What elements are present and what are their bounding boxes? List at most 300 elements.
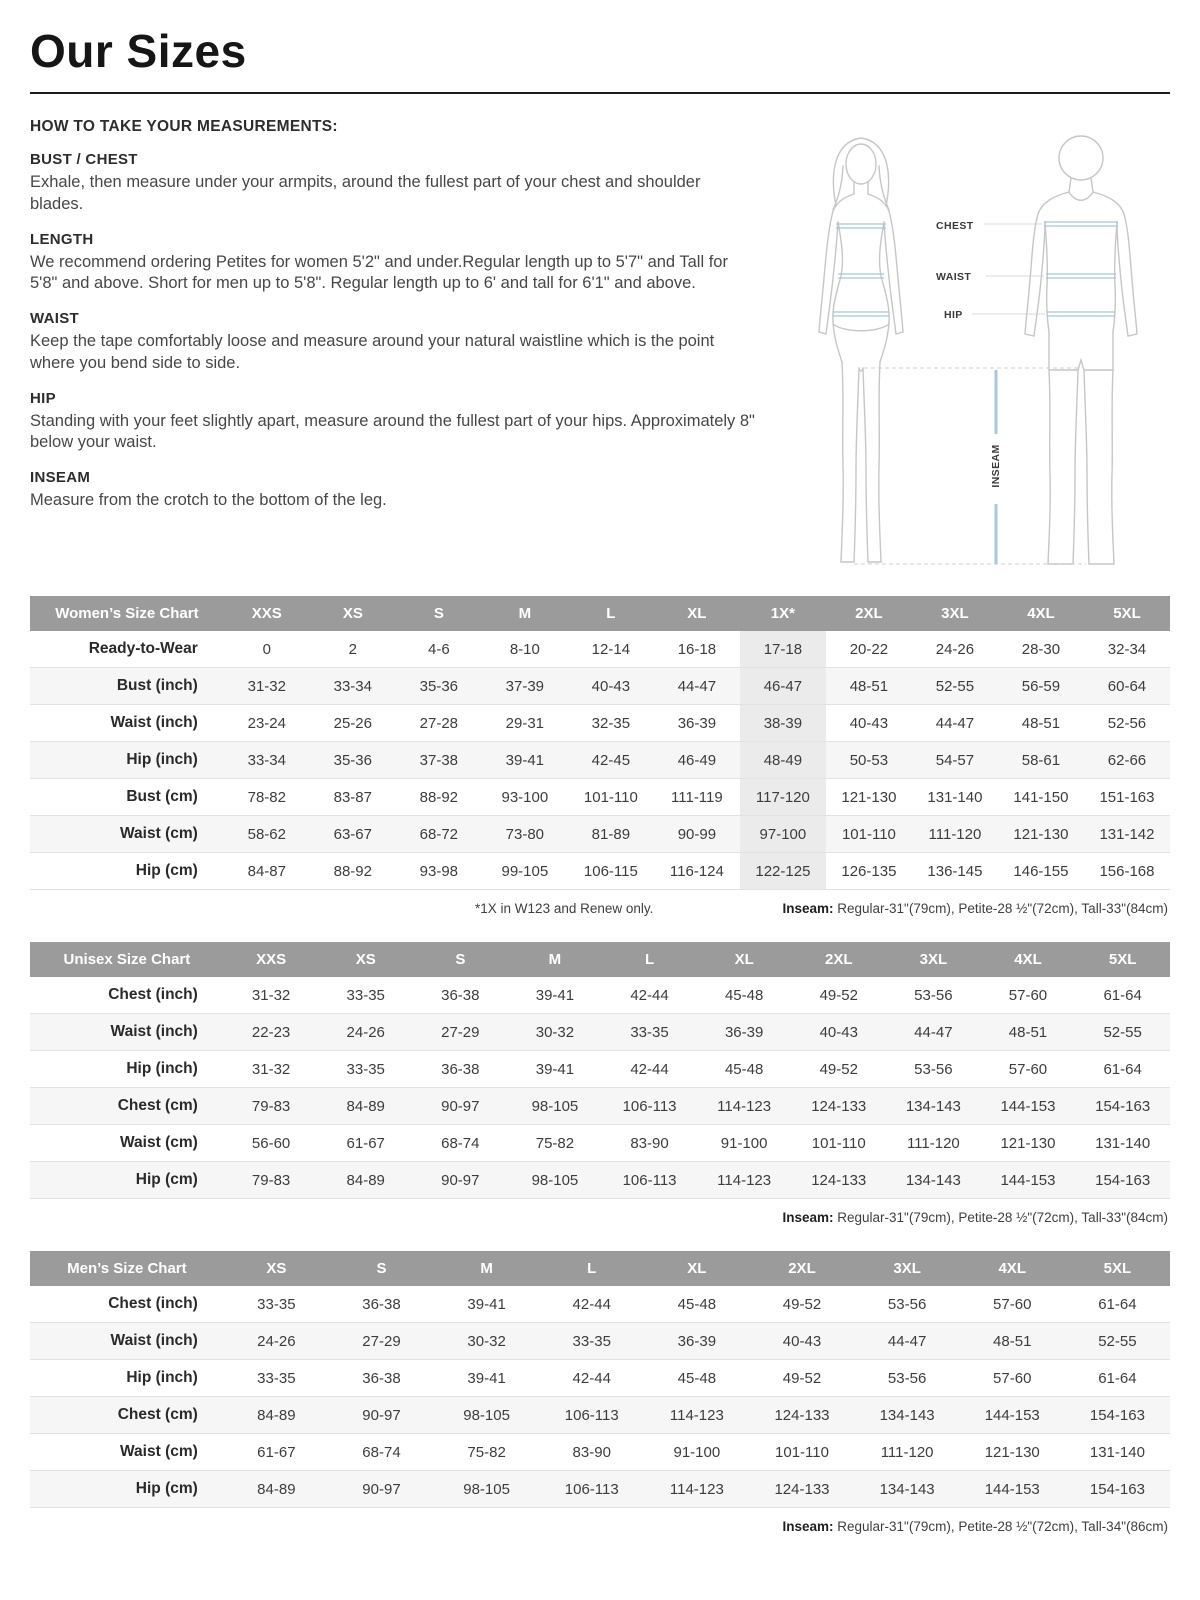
header-row — [30, 1251, 1170, 1286]
size-cell: 101-110 — [568, 779, 654, 816]
size-cell: 97-100 — [740, 816, 826, 853]
size-cell: 75-82 — [508, 1125, 603, 1162]
table-title: Unisex Size Chart — [30, 942, 224, 977]
size-column-header: XXS — [224, 596, 310, 631]
size-cell: 84-89 — [224, 1397, 329, 1434]
size-cell: 68-72 — [396, 816, 482, 853]
size-cell: 27-29 — [413, 1014, 508, 1051]
size-cell: 45-48 — [697, 1051, 792, 1088]
row-label: Hip (inch) — [30, 742, 224, 779]
size-cell: 57-60 — [960, 1360, 1065, 1397]
size-cell: 45-48 — [697, 977, 792, 1014]
size-row — [30, 1051, 1170, 1088]
size-column-header: XS — [318, 942, 413, 977]
size-cell: 33-35 — [318, 977, 413, 1014]
size-cell: 111-120 — [912, 816, 998, 853]
size-column-header: 3XL — [886, 942, 981, 977]
size-cell: 88-92 — [396, 779, 482, 816]
womens-inseam-note — [782, 901, 1168, 916]
size-column-header: XL — [697, 942, 792, 977]
size-cell: 99-105 — [482, 853, 568, 890]
size-cell: 131-142 — [1084, 816, 1170, 853]
size-cell: 131-140 — [1065, 1434, 1170, 1471]
table-title: Men’s Size Chart — [30, 1251, 224, 1286]
chest-label: CHEST — [936, 220, 974, 232]
instructions-column — [30, 118, 755, 527]
size-cell: 52-55 — [1075, 1014, 1170, 1051]
instructions-heading: HOW TO TAKE YOUR MEASUREMENTS: — [30, 118, 338, 135]
size-cell: 52-55 — [1065, 1323, 1170, 1360]
size-cell: 73-80 — [482, 816, 568, 853]
page-title: Our Sizes — [30, 25, 247, 77]
row-label: Hip (cm) — [30, 853, 224, 890]
size-cell: 136-145 — [912, 853, 998, 890]
size-column-header: 4XL — [998, 596, 1084, 631]
section-title: BUST / CHEST — [30, 151, 138, 168]
size-cell: 58-62 — [224, 816, 310, 853]
size-cell: 61-64 — [1075, 977, 1170, 1014]
size-row — [30, 1471, 1170, 1508]
size-cell: 31-32 — [224, 668, 310, 705]
size-cell: 24-26 — [224, 1323, 329, 1360]
size-column-header: 5XL — [1075, 942, 1170, 977]
size-cell: 84-89 — [318, 1162, 413, 1199]
size-cell: 84-89 — [224, 1471, 329, 1508]
size-cell: 58-61 — [998, 742, 1084, 779]
size-cell: 84-89 — [318, 1088, 413, 1125]
size-cell: 39-41 — [508, 1051, 603, 1088]
size-row — [30, 779, 1170, 816]
size-cell: 121-130 — [981, 1125, 1076, 1162]
size-column-header: 5XL — [1084, 596, 1170, 631]
size-cell: 93-98 — [396, 853, 482, 890]
size-cell: 42-44 — [602, 977, 697, 1014]
size-cell: 33-35 — [224, 1286, 329, 1323]
size-row — [30, 705, 1170, 742]
size-cell: 81-89 — [568, 816, 654, 853]
size-cell: 131-140 — [912, 779, 998, 816]
size-cell: 44-47 — [912, 705, 998, 742]
size-cell: 146-155 — [998, 853, 1084, 890]
size-cell: 56-60 — [224, 1125, 319, 1162]
size-cell: 53-56 — [886, 977, 981, 1014]
size-cell: 90-97 — [413, 1162, 508, 1199]
size-cell: 114-123 — [644, 1471, 749, 1508]
size-row — [30, 1088, 1170, 1125]
section-title: INSEAM — [30, 469, 91, 487]
size-cell: 44-47 — [855, 1323, 960, 1360]
row-label: Waist (inch) — [30, 1323, 224, 1360]
size-cell: 40-43 — [568, 668, 654, 705]
size-cell: 61-64 — [1065, 1360, 1170, 1397]
size-cell: 2 — [310, 631, 396, 668]
header-row — [30, 942, 1170, 977]
mens-inseam-note — [782, 1519, 1168, 1534]
size-column-header: 4XL — [981, 942, 1076, 977]
size-cell: 17-18 — [740, 631, 826, 668]
size-cell: 40-43 — [791, 1014, 886, 1051]
inseam-note-label: Inseam: — [782, 1519, 834, 1534]
body-figures-illustration — [786, 118, 1166, 588]
unisex-footnotes — [32, 1210, 1168, 1225]
size-cell: 20-22 — [826, 631, 912, 668]
male-figure-outline — [1025, 136, 1137, 564]
row-label: Hip (cm) — [30, 1162, 224, 1199]
size-column-header: 4XL — [960, 1251, 1065, 1286]
size-column-header: M — [434, 1251, 539, 1286]
size-cell: 49-52 — [791, 1051, 886, 1088]
waist-label: WAIST — [936, 271, 972, 283]
size-row — [30, 1125, 1170, 1162]
row-label: Chest (inch) — [30, 977, 224, 1014]
size-cell: 57-60 — [960, 1286, 1065, 1323]
size-cell: 8-10 — [482, 631, 568, 668]
inseam-note-text: Regular-31"(79cm), Petite-28 ½"(72cm), Tall-33"(84cm) — [833, 901, 1168, 916]
size-cell: 46-49 — [654, 742, 740, 779]
size-cell: 121-130 — [960, 1434, 1065, 1471]
size-cell: 46-47 — [740, 668, 826, 705]
size-cell: 122-125 — [740, 853, 826, 890]
row-label: Chest (inch) — [30, 1286, 224, 1323]
size-row — [30, 1286, 1170, 1323]
section-body: Measure from the crotch to the bottom of the leg. — [30, 491, 387, 510]
size-cell: 124-133 — [749, 1397, 854, 1434]
size-cell: 37-39 — [482, 668, 568, 705]
size-row — [30, 1162, 1170, 1199]
size-row — [30, 1434, 1170, 1471]
size-column-header: S — [413, 942, 508, 977]
size-cell: 61-64 — [1065, 1286, 1170, 1323]
size-cell: 27-28 — [396, 705, 482, 742]
size-cell: 39-41 — [434, 1360, 539, 1397]
size-cell: 36-38 — [329, 1286, 434, 1323]
size-cell: 33-34 — [224, 742, 310, 779]
size-cell: 114-123 — [697, 1088, 792, 1125]
size-row — [30, 668, 1170, 705]
section-inseam — [30, 469, 755, 512]
size-cell: 31-32 — [224, 977, 319, 1014]
size-column-header: 3XL — [855, 1251, 960, 1286]
size-column-header: S — [396, 596, 482, 631]
size-row — [30, 816, 1170, 853]
size-cell: 35-36 — [396, 668, 482, 705]
size-cell: 27-29 — [329, 1323, 434, 1360]
size-cell: 29-31 — [482, 705, 568, 742]
size-cell: 75-82 — [434, 1434, 539, 1471]
size-cell: 42-45 — [568, 742, 654, 779]
size-cell: 39-41 — [482, 742, 568, 779]
size-cell: 106-113 — [539, 1471, 644, 1508]
size-column-header: 2XL — [791, 942, 886, 977]
size-cell: 78-82 — [224, 779, 310, 816]
size-cell: 134-143 — [886, 1162, 981, 1199]
size-cell: 32-35 — [568, 705, 654, 742]
size-cell: 114-123 — [697, 1162, 792, 1199]
size-cell: 44-47 — [886, 1014, 981, 1051]
size-cell: 33-35 — [224, 1360, 329, 1397]
size-cell: 126-135 — [826, 853, 912, 890]
size-cell: 30-32 — [434, 1323, 539, 1360]
size-cell: 83-90 — [539, 1434, 644, 1471]
size-cell: 117-120 — [740, 779, 826, 816]
row-label: Waist (cm) — [30, 1125, 224, 1162]
size-cell: 49-52 — [791, 977, 886, 1014]
size-cell: 116-124 — [654, 853, 740, 890]
size-cell: 144-153 — [960, 1397, 1065, 1434]
row-label: Waist (cm) — [30, 816, 224, 853]
size-cell: 134-143 — [886, 1088, 981, 1125]
size-cell: 36-39 — [654, 705, 740, 742]
size-row — [30, 1323, 1170, 1360]
size-cell: 22-23 — [224, 1014, 319, 1051]
size-cell: 24-26 — [912, 631, 998, 668]
size-cell: 16-18 — [654, 631, 740, 668]
size-cell: 98-105 — [434, 1397, 539, 1434]
inseam-guides — [854, 368, 1086, 564]
section-body: Keep the tape comfortably loose and measure around your natural waistline which is the point where you bend side to side. — [30, 332, 715, 372]
size-cell: 61-67 — [224, 1434, 329, 1471]
size-cell: 39-41 — [508, 977, 603, 1014]
size-cell: 156-168 — [1084, 853, 1170, 890]
row-label: Waist (cm) — [30, 1434, 224, 1471]
size-cell: 53-56 — [855, 1360, 960, 1397]
size-cell: 131-140 — [1075, 1125, 1170, 1162]
size-row — [30, 977, 1170, 1014]
size-column-header: XS — [310, 596, 396, 631]
size-row — [30, 1360, 1170, 1397]
size-cell: 91-100 — [644, 1434, 749, 1471]
size-cell: 93-100 — [482, 779, 568, 816]
size-cell: 90-99 — [654, 816, 740, 853]
size-column-header: XL — [654, 596, 740, 631]
size-cell: 4-6 — [396, 631, 482, 668]
size-cell: 48-51 — [826, 668, 912, 705]
size-cell: 90-97 — [413, 1088, 508, 1125]
size-cell: 83-87 — [310, 779, 396, 816]
size-cell: 124-133 — [749, 1471, 854, 1508]
size-cell: 84-87 — [224, 853, 310, 890]
size-cell: 42-44 — [539, 1360, 644, 1397]
size-cell: 154-163 — [1075, 1162, 1170, 1199]
row-label: Chest (cm) — [30, 1088, 224, 1125]
size-cell: 49-52 — [749, 1360, 854, 1397]
section-length — [30, 231, 755, 296]
section-bust-chest — [30, 151, 755, 216]
size-cell: 33-35 — [602, 1014, 697, 1051]
size-cell: 33-34 — [310, 668, 396, 705]
size-cell: 101-110 — [749, 1434, 854, 1471]
size-cell: 30-32 — [508, 1014, 603, 1051]
row-label: Hip (cm) — [30, 1471, 224, 1508]
size-cell: 44-47 — [654, 668, 740, 705]
womens-footnotes — [32, 901, 1168, 916]
size-cell: 28-30 — [998, 631, 1084, 668]
size-cell: 50-53 — [826, 742, 912, 779]
size-row — [30, 742, 1170, 779]
size-column-header: 2XL — [826, 596, 912, 631]
section-hip — [30, 390, 755, 455]
size-cell: 144-153 — [960, 1471, 1065, 1508]
mens-size-chart — [30, 1251, 1170, 1508]
size-cell: 62-66 — [1084, 742, 1170, 779]
size-cell: 42-44 — [602, 1051, 697, 1088]
measurement-diagram — [755, 118, 1170, 588]
size-cell: 39-41 — [434, 1286, 539, 1323]
size-cell: 61-67 — [318, 1125, 413, 1162]
table-title: Women’s Size Chart — [30, 596, 224, 631]
size-column-header: XXS — [224, 942, 319, 977]
size-cell: 88-92 — [310, 853, 396, 890]
size-column-header: L — [568, 596, 654, 631]
size-cell: 57-60 — [981, 1051, 1076, 1088]
row-label: Waist (inch) — [30, 705, 224, 742]
size-cell: 154-163 — [1075, 1088, 1170, 1125]
size-cell: 52-56 — [1084, 705, 1170, 742]
size-cell: 106-113 — [602, 1088, 697, 1125]
size-cell: 79-83 — [224, 1162, 319, 1199]
size-cell: 98-105 — [508, 1088, 603, 1125]
size-column-header: 1X* — [740, 596, 826, 631]
size-cell: 83-90 — [602, 1125, 697, 1162]
size-cell: 36-39 — [697, 1014, 792, 1051]
size-row — [30, 1397, 1170, 1434]
size-cell: 48-49 — [740, 742, 826, 779]
size-cell: 49-52 — [749, 1286, 854, 1323]
inseam-note-label: Inseam: — [782, 901, 834, 916]
section-title: WAIST — [30, 310, 79, 328]
size-column-header: S — [329, 1251, 434, 1286]
size-cell: 48-51 — [960, 1323, 1065, 1360]
size-cell: 33-35 — [539, 1323, 644, 1360]
size-cell: 124-133 — [791, 1162, 886, 1199]
size-cell: 36-38 — [413, 1051, 508, 1088]
size-row — [30, 631, 1170, 668]
row-label: Chest (cm) — [30, 1397, 224, 1434]
size-cell: 31-32 — [224, 1051, 319, 1088]
size-cell: 37-38 — [396, 742, 482, 779]
header-row — [30, 596, 1170, 631]
size-cell: 134-143 — [855, 1397, 960, 1434]
size-cell: 57-60 — [981, 977, 1076, 1014]
size-column-header: M — [508, 942, 603, 977]
measurement-lines — [833, 222, 1118, 316]
size-cell: 154-163 — [1065, 1397, 1170, 1434]
size-cell: 12-14 — [568, 631, 654, 668]
unisex-inseam-note — [782, 1210, 1168, 1225]
size-cell: 61-64 — [1075, 1051, 1170, 1088]
size-cell: 52-55 — [912, 668, 998, 705]
size-row — [30, 853, 1170, 890]
size-cell: 45-48 — [644, 1286, 749, 1323]
size-cell: 54-57 — [912, 742, 998, 779]
unisex-size-chart — [30, 942, 1170, 1199]
size-cell: 98-105 — [508, 1162, 603, 1199]
size-cell: 60-64 — [1084, 668, 1170, 705]
inseam-label: INSEAM — [990, 444, 1002, 488]
size-cell: 45-48 — [644, 1360, 749, 1397]
size-cell: 121-130 — [826, 779, 912, 816]
female-figure-outline — [819, 138, 903, 562]
size-cell: 38-39 — [740, 705, 826, 742]
size-cell: 124-133 — [791, 1088, 886, 1125]
size-row — [30, 1014, 1170, 1051]
size-column-header: XL — [644, 1251, 749, 1286]
section-body: We recommend ordering Petites for women 5'2" and under.Regular length up to 5'7" and Tall for 5'8" and above. Short for men up to 5'8". Regular length up to 6' and tall for 6'1" and above. — [30, 252, 728, 293]
size-cell: 98-105 — [434, 1471, 539, 1508]
section-body: Standing with your feet slightly apart, measure around the fullest part of your hips. Approximately 8" below your waist. — [30, 411, 755, 452]
size-column-header: 3XL — [912, 596, 998, 631]
size-cell: 32-34 — [1084, 631, 1170, 668]
size-cell: 79-83 — [224, 1088, 319, 1125]
size-cell: 144-153 — [981, 1162, 1076, 1199]
size-cell: 48-51 — [981, 1014, 1076, 1051]
section-title: LENGTH — [30, 230, 94, 248]
row-label: Hip (inch) — [30, 1051, 224, 1088]
size-cell: 90-97 — [329, 1471, 434, 1508]
size-cell: 40-43 — [749, 1323, 854, 1360]
size-cell: 134-143 — [855, 1471, 960, 1508]
size-cell: 144-153 — [981, 1088, 1076, 1125]
size-cell: 63-67 — [310, 816, 396, 853]
size-cell: 101-110 — [826, 816, 912, 853]
size-cell: 151-163 — [1084, 779, 1170, 816]
size-cell: 68-74 — [413, 1125, 508, 1162]
row-label: Ready-to-Wear — [30, 631, 224, 668]
size-column-header: L — [602, 942, 697, 977]
size-column-header: L — [539, 1251, 644, 1286]
size-cell: 36-38 — [329, 1360, 434, 1397]
size-column-header: 2XL — [749, 1251, 854, 1286]
mens-footnotes — [32, 1519, 1168, 1534]
size-cell: 121-130 — [998, 816, 1084, 853]
size-cell: 114-123 — [644, 1397, 749, 1434]
size-cell: 0 — [224, 631, 310, 668]
size-column-header: 5XL — [1065, 1251, 1170, 1286]
hip-label: HIP — [944, 309, 963, 321]
size-cell: 154-163 — [1065, 1471, 1170, 1508]
size-cell: 106-113 — [539, 1397, 644, 1434]
footnote-1x: *1X in W123 and Renew only. — [475, 901, 654, 916]
size-cell: 111-120 — [886, 1125, 981, 1162]
womens-size-chart — [30, 596, 1170, 890]
row-label: Bust (cm) — [30, 779, 224, 816]
size-cell: 35-36 — [310, 742, 396, 779]
size-cell: 23-24 — [224, 705, 310, 742]
size-cell: 141-150 — [998, 779, 1084, 816]
size-cell: 101-110 — [791, 1125, 886, 1162]
measurement-instructions-section — [30, 118, 1170, 588]
size-cell: 33-35 — [318, 1051, 413, 1088]
size-cell: 24-26 — [318, 1014, 413, 1051]
inseam-note-text: Regular-31"(79cm), Petite-28 ½"(72cm), Tall-34"(86cm) — [833, 1519, 1168, 1534]
size-cell: 91-100 — [697, 1125, 792, 1162]
size-cell: 111-119 — [654, 779, 740, 816]
row-label: Bust (inch) — [30, 668, 224, 705]
size-cell: 42-44 — [539, 1286, 644, 1323]
size-cell: 56-59 — [998, 668, 1084, 705]
section-waist — [30, 310, 755, 375]
size-cell: 68-74 — [329, 1434, 434, 1471]
section-title: HIP — [30, 389, 56, 407]
size-cell: 53-56 — [886, 1051, 981, 1088]
row-label: Waist (inch) — [30, 1014, 224, 1051]
size-cell: 111-120 — [855, 1434, 960, 1471]
size-cell: 53-56 — [855, 1286, 960, 1323]
size-cell: 106-113 — [602, 1162, 697, 1199]
row-label: Hip (inch) — [30, 1360, 224, 1397]
size-cell: 40-43 — [826, 705, 912, 742]
size-cell: 90-97 — [329, 1397, 434, 1434]
